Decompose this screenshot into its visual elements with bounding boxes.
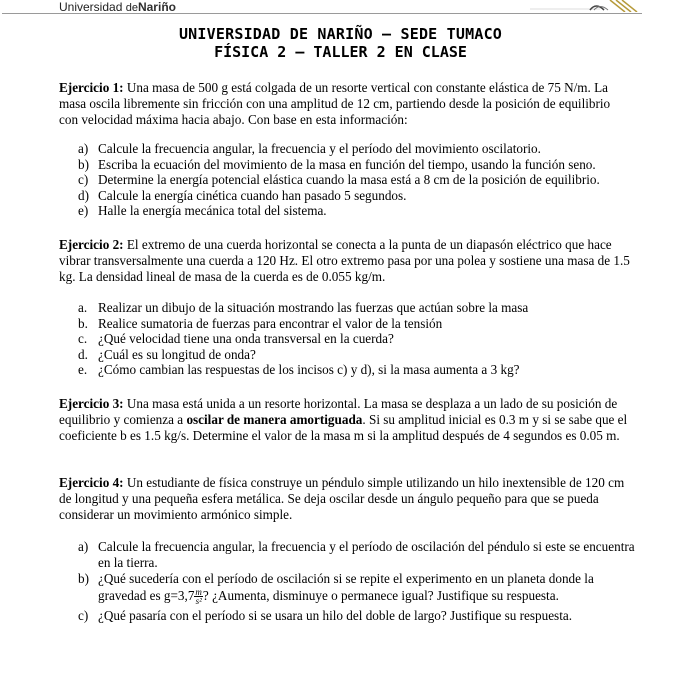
item-marker: c) xyxy=(78,608,89,624)
header-decoration-icon xyxy=(530,0,638,12)
brand-de: de xyxy=(125,2,138,14)
fraction-denominator: s² xyxy=(195,596,202,607)
item-text: ¿Qué velocidad tiene una onda transversal en la cuerda? xyxy=(98,331,394,346)
exercise-4-statement xyxy=(59,475,631,522)
item-marker: a) xyxy=(78,539,89,554)
item-b-text-before: ¿Qué sucedería con el período de oscilación si se repite el experimento en un planeta donde la gravedad es xyxy=(98,571,594,603)
document-title: UNIVERSIDAD DE NARIÑO – SEDE TUMACO xyxy=(178,25,503,43)
list-item xyxy=(78,608,638,624)
exercise-1-label: Ejercicio 1: xyxy=(59,80,124,95)
item-marker: a. xyxy=(78,300,88,315)
item-text: ¿Qué pasaría con el período si se usara un hilo del doble de largo? Justifique su respuesta. xyxy=(98,608,573,624)
item-text: Calcule la frecuencia angular, la frecuencia y el período de oscilación del péndulo si este se encuentra en la tierra. xyxy=(98,539,635,571)
item-marker: c. xyxy=(78,331,88,346)
list-item xyxy=(78,157,638,173)
exercise-2-list xyxy=(78,300,638,378)
item-text: ¿Cómo cambian las respuestas de los incisos c) y d), si la masa aumenta a 3 kg? xyxy=(98,362,520,377)
item-marker: e. xyxy=(78,362,88,377)
fraction-numerator: m xyxy=(195,587,202,598)
item-text: ¿Cuál es su longitud de onda? xyxy=(98,346,256,362)
list-item xyxy=(78,362,638,378)
item-text: Realice sumatoria de fuerzas para encontrar el valor de la tensión xyxy=(98,315,443,331)
list-item xyxy=(78,539,638,571)
page-header xyxy=(0,0,681,16)
item-text: Calcule la energía cinética cuando han pasado 5 segundos. xyxy=(98,187,407,203)
item-marker: e) xyxy=(78,203,89,218)
exercise-3-text-before: Una masa está unida a un resorte horizontal. La masa se desplaza a un lado de su posición de equilibrio y comienza a xyxy=(59,396,618,427)
item-marker: d. xyxy=(78,346,88,362)
item-text: Escriba la ecuación del movimiento de la masa en función del tiempo, usando la función seno. xyxy=(98,156,596,172)
exercise-2-text: El extremo de una cuerda horizontal se conecta a la punta de un diapasón eléctrico que hace vibrar transversalmente una cuerda a 120 Hz. El otro extremo pasa por una polea y sostiene una masa de 1.5 kg. La densidad lineal de masa de la cuerda es de 0.055 kg/m. xyxy=(59,237,630,284)
exercise-4-list xyxy=(78,539,638,624)
list-item xyxy=(78,172,638,188)
item-marker: b) xyxy=(78,571,89,587)
list-item xyxy=(78,347,638,363)
exercise-1-text: Una masa de 500 g está colgada de un resorte vertical con constante elástica de 75 N/m. La masa oscila libremente sin fricción con una amplitud de 12 cm, partiendo desde la posición de equilibrio con velocidad máxima hacia abajo. Con base en esta información: xyxy=(59,80,611,127)
list-item xyxy=(78,571,638,605)
exercise-3-text-after: . Si su amplitud inicial es 0.3 m y si se sabe que el coeficiente b es 1.5 kg/s. Determine el valor de la masa m si la amplitud después de 4 segundos es 0.05 m. xyxy=(59,411,628,443)
item-marker: d) xyxy=(78,187,89,203)
gravity-unit-fraction xyxy=(194,588,203,605)
item-marker: b) xyxy=(78,156,89,172)
exercise-4-label: Ejercicio 4: xyxy=(59,475,124,490)
document-subtitle: FÍSICA 2 – TALLER 2 EN CLASE xyxy=(214,43,467,61)
item-b-text-after: ? ¿Aumenta, disminuye o permanece igual? Justifique su respuesta. xyxy=(202,587,559,603)
item-text: Determine la energía potencial elástica cuando la masa está a 8 cm de la posición de equilibrio. xyxy=(98,172,600,187)
item-text: Calcule la frecuencia angular, la frecuencia y el período del movimiento oscilatorio. xyxy=(98,141,541,156)
item-text: Halle la energía mecánica total del sistema. xyxy=(98,203,327,218)
exercise-4-text: Un estudiante de física construye un péndulo simple utilizando un hilo inextensible de 120 cm de longitud y una pequeña esfera metálica. Se deja oscilar desde un ángulo pequeño para que se pueda considerar un movimiento armónico simple. xyxy=(59,475,625,522)
exercise-2-statement xyxy=(59,237,631,284)
item-marker: b. xyxy=(78,315,88,331)
exercise-1-list xyxy=(78,141,638,219)
list-item xyxy=(78,331,638,347)
list-item xyxy=(78,141,638,157)
exercise-2-label: Ejercicio 2: xyxy=(59,237,124,252)
list-item xyxy=(78,203,638,219)
header-divider xyxy=(2,13,642,14)
list-item xyxy=(78,316,638,332)
list-item xyxy=(78,300,638,316)
item-marker: a) xyxy=(78,141,89,156)
exercise-1-statement xyxy=(59,80,631,127)
exercise-3-label: Ejercicio 3: xyxy=(59,396,124,411)
item-marker: c) xyxy=(78,172,89,187)
item-text: Realizar un dibujo de la situación mostrando las fuerzas que actúan sobre la masa xyxy=(98,300,529,315)
item-text xyxy=(98,571,638,605)
brand-narino: Nariño xyxy=(137,0,176,14)
exercise-3-text-bold: oscilar de manera amortiguada xyxy=(186,411,363,427)
brand-universidad: Universidad xyxy=(59,0,123,14)
university-logo-text xyxy=(59,0,176,14)
list-item xyxy=(78,188,638,204)
gravity-value: g=3,7 xyxy=(163,587,195,603)
exercise-3-statement xyxy=(59,396,631,443)
